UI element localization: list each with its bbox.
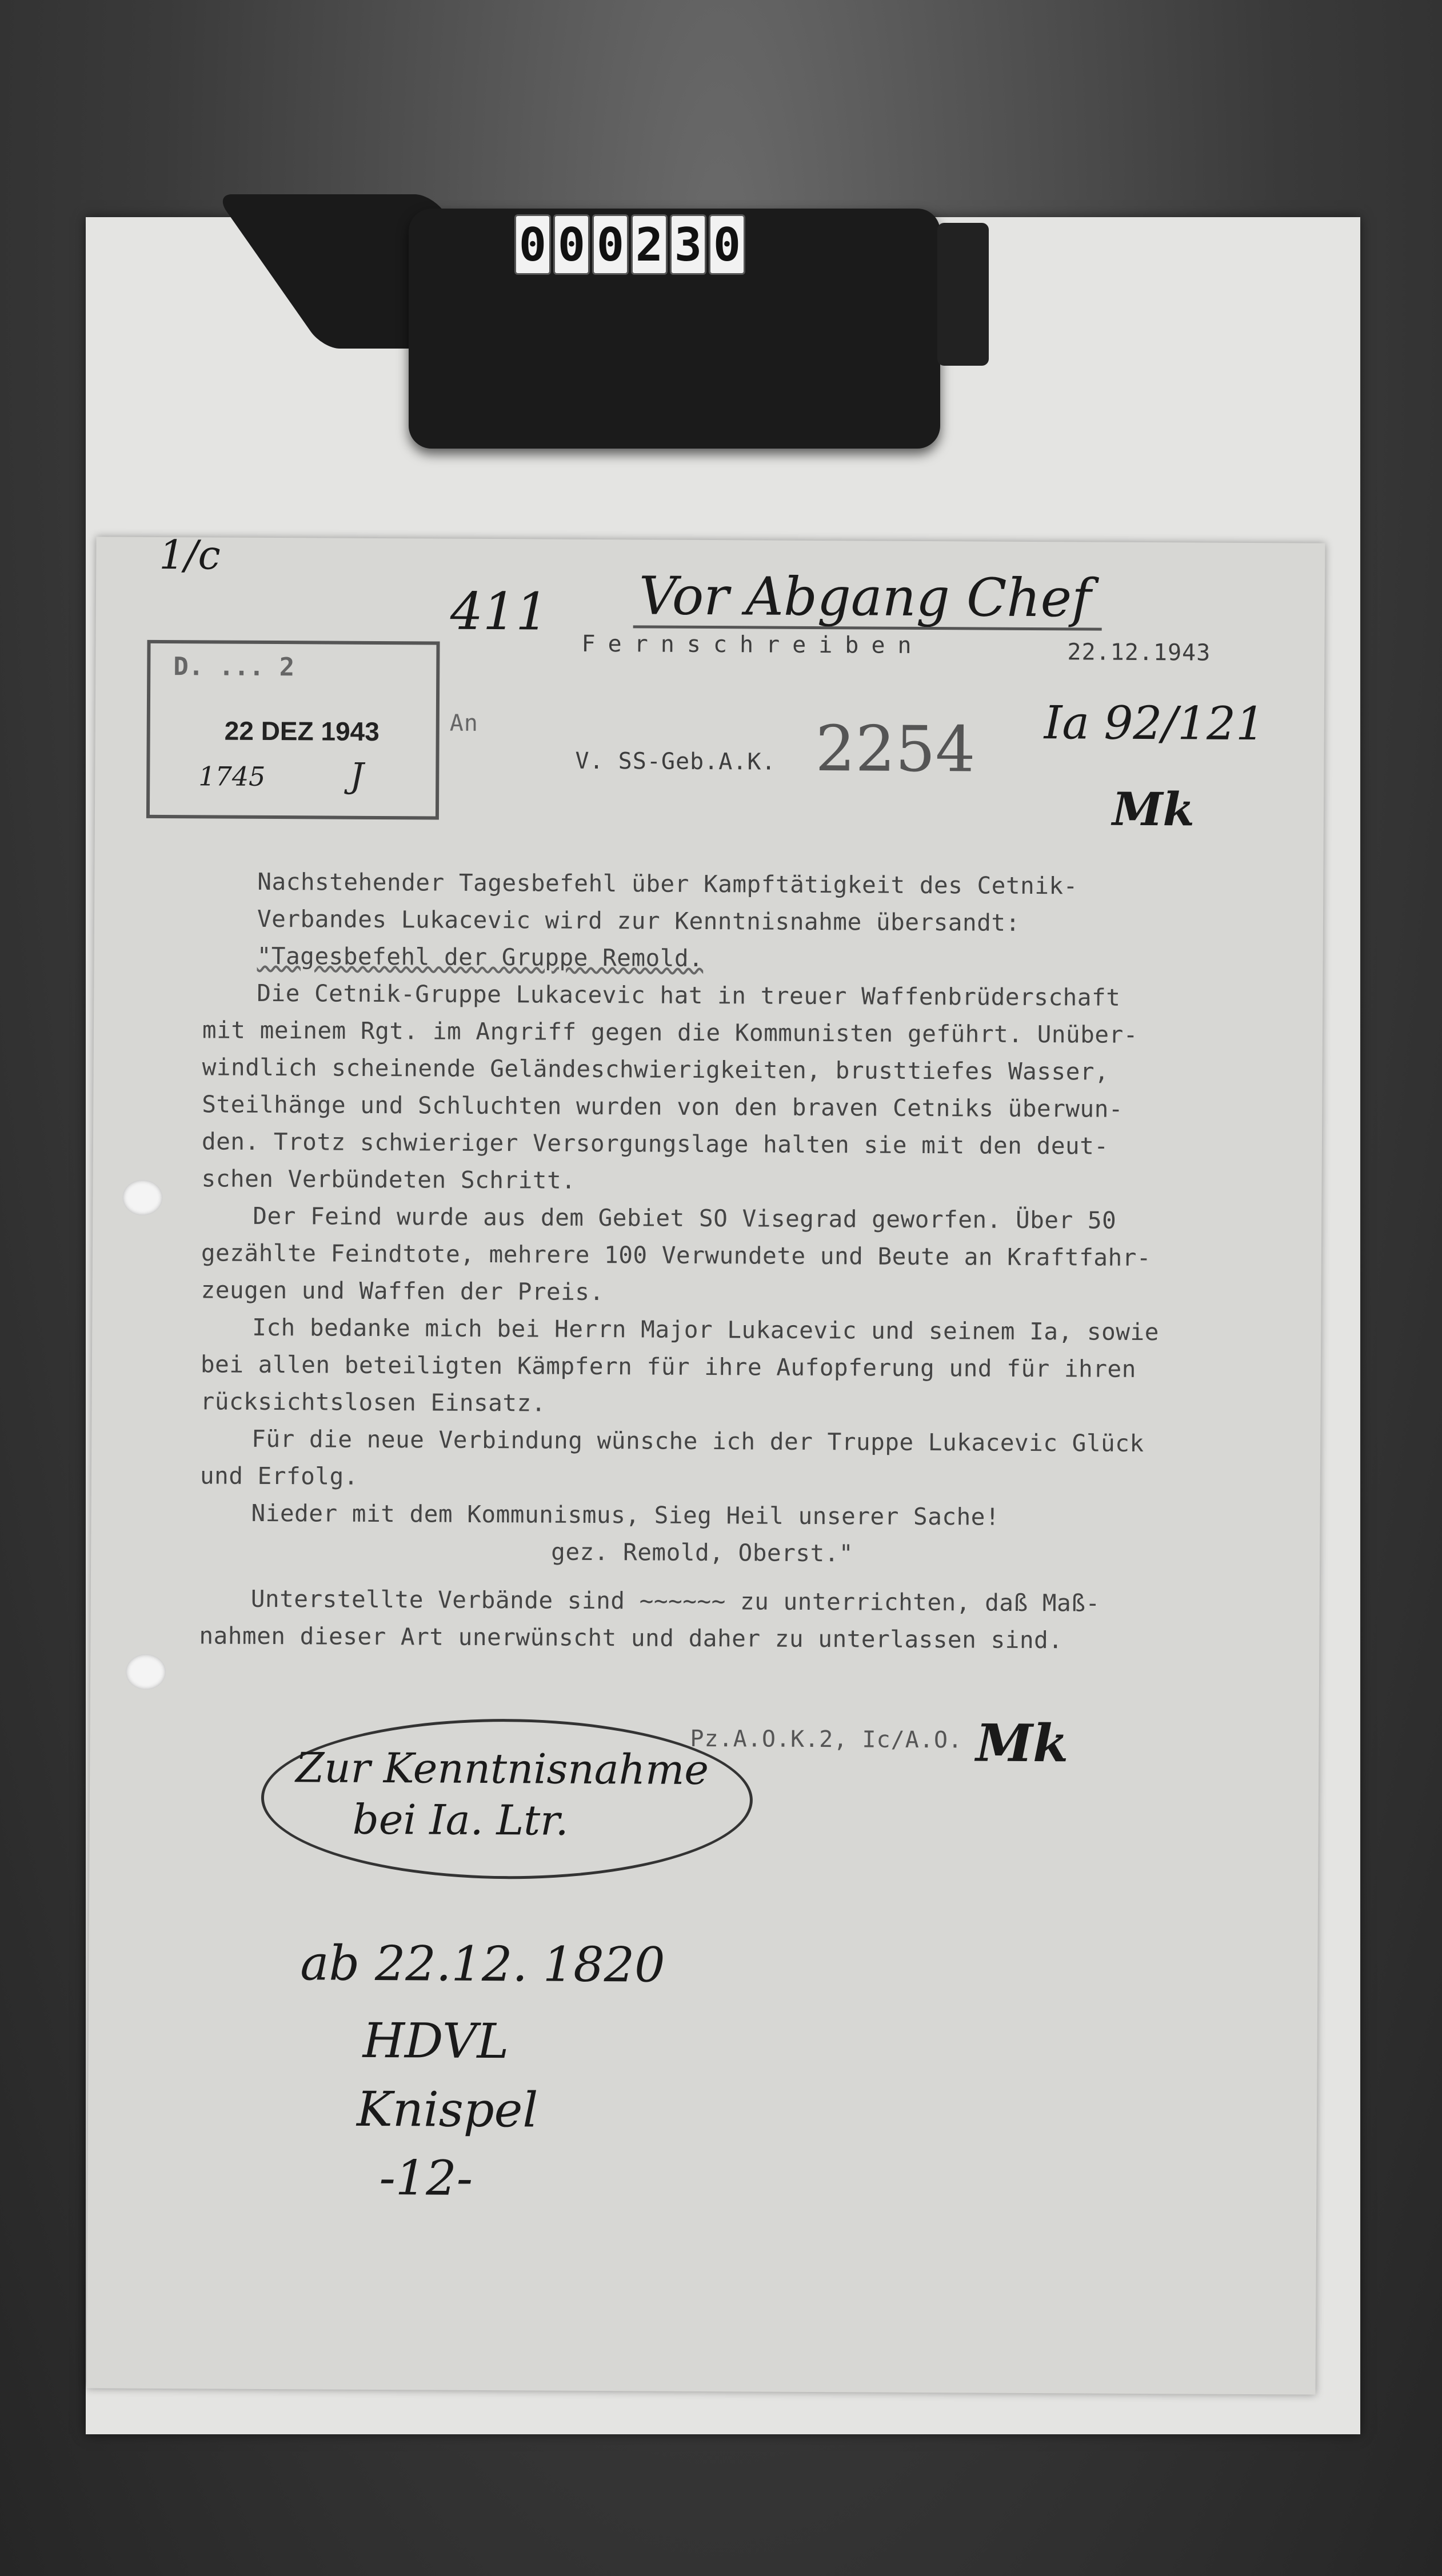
body-line: bei allen beteiligten Kämpfern für ihre Aufopferung und für ihren: [200, 1350, 1136, 1383]
body-line: zeugen und Waffen der Preis.: [201, 1276, 604, 1306]
stamp-initial: J: [350, 755, 364, 796]
body-line: und Erfolg.: [199, 1462, 359, 1490]
margin-note: Ia 92/121: [1044, 696, 1265, 751]
dispatch-note-line: -12-: [379, 2150, 473, 2206]
punch-hole: [126, 1654, 166, 1690]
sender-line: Pz.A.O.K.2, Ic/A.O.: [690, 1725, 963, 1754]
counter-digit: 2: [631, 214, 668, 275]
signature-initial: Mk: [976, 1713, 1069, 1774]
document-date: 22.12.1943: [1067, 639, 1211, 666]
counter-digit: 0: [592, 214, 629, 275]
receipt-stamp: [146, 640, 440, 820]
body-line: Nachstehender Tagesbefehl über Kampftätigkeit des Cetnik-: [257, 867, 1078, 900]
body-line-signature: gez. Remold, Oberst.": [551, 1538, 854, 1567]
stamp-header: D. ... 2: [173, 652, 295, 682]
punch-hole: [122, 1180, 162, 1215]
distribution-note-line: bei Ia. Ltr.: [352, 1795, 569, 1845]
body-line: Ich bedanke mich bei Herrn Major Lukacevic und seinem Ia, sowie: [252, 1313, 1159, 1346]
body-line: Unterstellte Verbände sind ~~~~~~ zu unterrichten, daß Maß-: [250, 1585, 1100, 1617]
body-line: Steilhänge und Schluchten wurden von den braven Cetniks überwun-: [202, 1090, 1124, 1123]
recipient: V. SS-Geb.A.K.: [575, 747, 776, 775]
body-line: Nieder mit dem Kommunismus, Sieg Heil unserer Sache!: [251, 1499, 1000, 1531]
frame-counter-digits: [514, 214, 745, 277]
handwritten-title: Vor Abgang Chef: [638, 565, 1092, 629]
body-line: Der Feind wurde aus dem Gebiet SO Visegrad geworfen. Über 50: [253, 1202, 1117, 1234]
dispatch-note-line: HDVL: [362, 2012, 509, 2070]
body-line: schen Verbündeten Schritt.: [201, 1165, 576, 1194]
stamp-date: 22 DEZ 1943: [224, 715, 380, 746]
body-line: rücksichtslosen Einsatz.: [200, 1387, 546, 1417]
counter-digit: 3: [670, 214, 706, 275]
body-line: mit meinem Rgt. im Angriff gegen die Kommunisten geführt. Unüber-: [202, 1016, 1139, 1049]
counter-digit: 0: [709, 214, 745, 275]
to-label: An: [449, 710, 479, 737]
body-line: Für die neue Verbindung wünsche ich der Truppe Lukacevic Glück: [251, 1425, 1144, 1458]
registration-number: 2254: [815, 711, 976, 786]
dispatch-note-line: ab 22.12. 1820: [300, 1935, 665, 1993]
body-line: Die Cetnik-Gruppe Lukacevic hat in treuer Waffenbrüderschaft: [257, 979, 1121, 1011]
document-number: 411: [450, 581, 549, 642]
body-line: windlich scheinende Geländeschwierigkeiten, brusttiefes Wasser,: [202, 1053, 1109, 1086]
document-type: Fernschreiben: [581, 630, 924, 659]
counter-digit: 0: [553, 214, 590, 275]
body-line: den. Trotz schwieriger Versorgungslage halten sie mit den deut-: [201, 1127, 1109, 1160]
telex-document-page: [87, 531, 1325, 2394]
body-line: nahmen dieser Art unerwünscht und daher zu unterlassen sind.: [199, 1622, 1063, 1654]
dispatch-note-line: Knispel: [356, 2081, 538, 2138]
corner-mark: 1/c: [159, 531, 221, 579]
body-line: Verbandes Lukacevic wird zur Kenntnisnahme übersandt:: [257, 905, 1020, 937]
stamp-time: 1745: [198, 761, 266, 792]
margin-initial: Mk: [1112, 782, 1195, 837]
body-line: gezählte Feindtote, mehrere 100 Verwundete und Beute an Kraftfahr-: [201, 1239, 1152, 1272]
counter-digit: 0: [514, 214, 551, 275]
telex-body: [199, 863, 1332, 1661]
counter-knob: [937, 223, 989, 366]
distribution-note-line: Zur Kenntnisnahme: [295, 1743, 709, 1794]
body-line-order-title: "Tagesbefehl der Gruppe Remold.: [257, 942, 704, 972]
